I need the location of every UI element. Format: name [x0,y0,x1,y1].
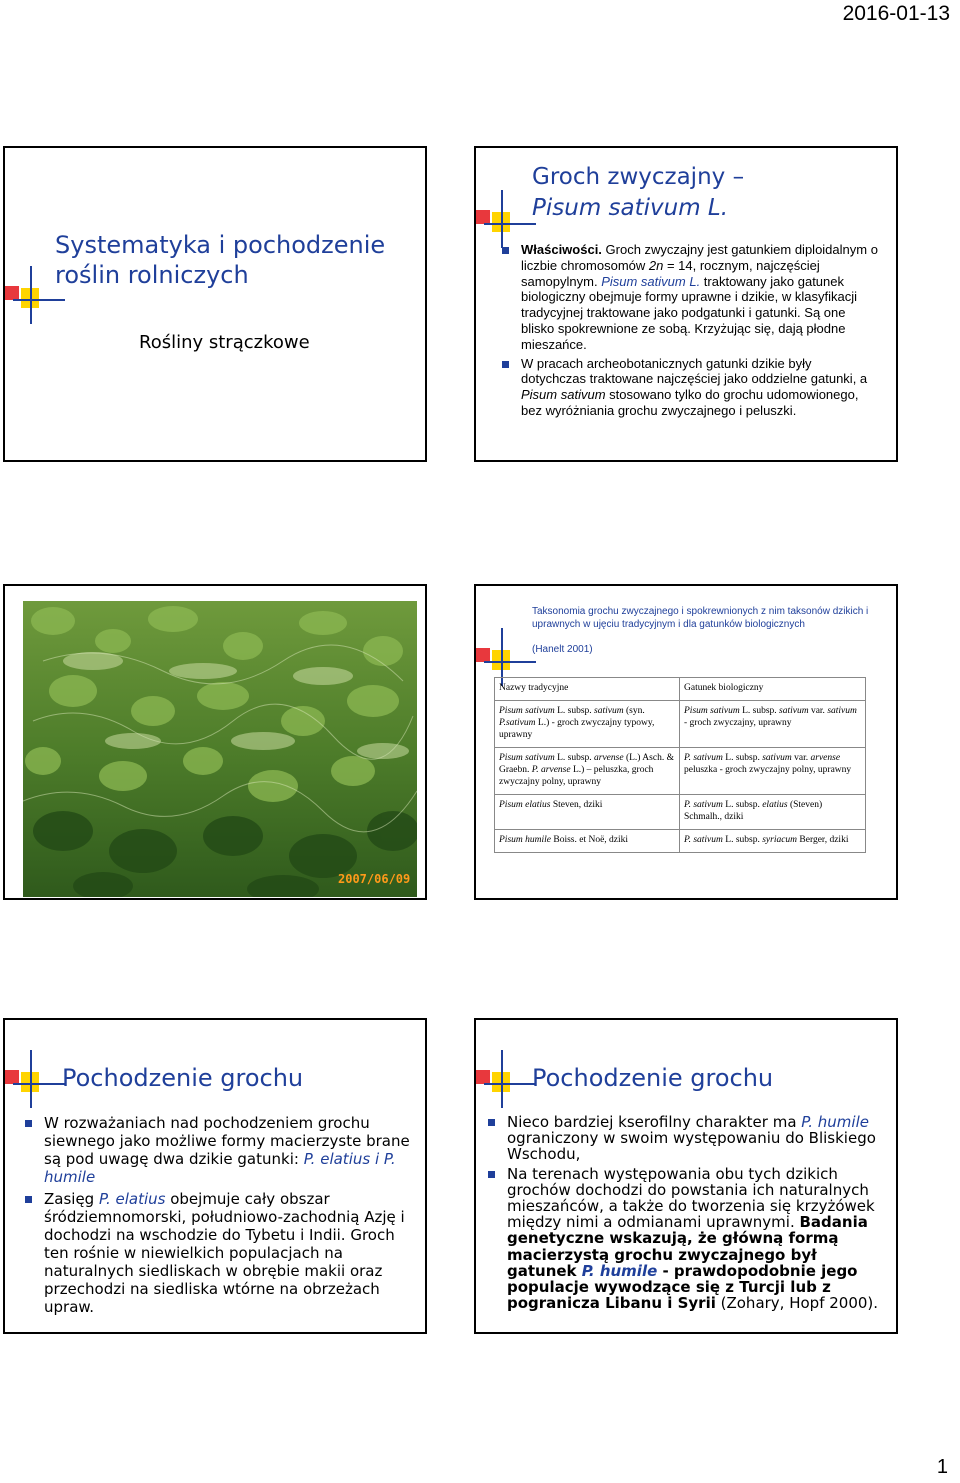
slide-2-title [532,162,744,224]
table-cell: Pisum humile Boiss. et Noë, dziki [495,830,680,853]
slide-logo-icon [476,184,536,248]
photo-date-stamp: 2007/06/09 [338,872,411,886]
table-cell: P. sativum L. subsp. syriacum Berger, dziki [680,830,866,853]
table-cell: P. sativum L. subsp. elatius (Steven) Schmalh., dziki [680,795,866,830]
slide-3 [3,584,427,900]
page-number: 1 [936,1456,948,1478]
slide-2-body [502,242,880,419]
bullet-square-icon [488,1171,495,1178]
bullet-square-icon [25,1120,32,1127]
bullet-properties: Właściwości. Groch zwyczajny jest gatunkiem diploidalnym o liczbie chromosomów 2n = 14, rocznym, najczęściej samopylnym. Pisum sativum L. traktowany jako gatunek biologiczny obejmuje formy uprawne i dzikie, w klasyfikacji tradycyjnej traktowane jako podgatunki i gatunki. Są one blisko spokrewnione ze sobą. Krzyżując się, dają płodne mieszańce. [502,242,880,353]
table-row [495,701,866,748]
pea-field-photo [23,601,417,897]
slide-logo-icon [5,1044,65,1108]
taxonomy-table [494,677,866,853]
bullet-candidates: W rozważaniach nad pochodzeniem grochu siewnego jako możliwe formy macierzyste brane są pod uwagę dwa dzikie gatunki: P. elatius i P. humile [25,1114,421,1186]
slide-6 [474,1018,898,1334]
table-cell: Pisum sativum L. subsp. sativum (syn. P.sativum L.) - groch zwyczajny typowy, uprawny [495,701,680,748]
slide-2 [474,146,898,462]
slide-5 [3,1018,427,1334]
table-row [495,795,866,830]
table-cell: Pisum sativum L. subsp. sativum var. sativum - groch zwyczajny, uprawny [680,701,866,748]
table-row [495,830,866,853]
slide-1 [3,146,427,462]
table-cell: Pisum sativum L. subsp. arvense (L.) Asch. & Graebn. P. arvense L.) – peluszka, groch zwyczajny polny, uprawny [495,748,680,795]
table-row [495,748,866,795]
table-header-row [495,678,866,701]
title-line-1: Groch zwyczajny – [532,164,745,190]
table-cell: Pisum elatius Steven, dziki [495,795,680,830]
slide-5-title: Pochodzenie grochu [62,1064,304,1092]
slide-1-subtitle: Rośliny strączkowe [139,332,310,353]
slide-5-body [25,1114,421,1316]
table-cell: P. sativum L. subsp. sativum var. arvense peluszka - groch zwyczajny polny, uprawny [680,748,866,795]
table-header-cell: Nazwy tradycyjne [495,678,680,701]
bullet-humile: Nieco bardziej kserofilny charakter ma P. humile ograniczony w swoim występowaniu do Bliskiego Wschodu, [488,1114,890,1163]
print-date: 2016-01-13 [842,2,950,25]
bullet-square-icon [502,247,509,254]
bullet-range: Zasięg P. elatius obejmuje cały obszar śródziemnomorski, południowo-zachodnią Azję i dochodzi na wschodzie do Tybetu i Indii. Groch ten rośnie w niewielkich populacjach na naturalnych siedliskach w obrębie makii oraz przechodzi na siedliska wtórne na obrzeżach upraw. [25,1190,421,1316]
bullet-square-icon [488,1119,495,1126]
slide-1-title [55,230,385,290]
slide-6-body [488,1114,890,1311]
title-line-2: roślin rolniczych [55,261,249,289]
bullet-archeobotany: W pracach archeobotanicznych gatunki dzikie były dotychczas traktowane najczęściej jako oddzielne gatunki, a Pisum sativum stosowano tylko do grochu udomowionego, bez wyróżniania grochu zwyczajnego i peluszki. [502,356,880,419]
slide-4 [474,584,898,900]
table-header-cell: Gatunek biologiczny [680,678,866,701]
slide-logo-icon [476,1044,536,1108]
title-line-2: Pisum sativum L. [532,195,729,221]
bullet-square-icon [502,361,509,368]
bullet-square-icon [25,1196,32,1203]
slide-6-title: Pochodzenie grochu [532,1064,774,1092]
table-caption: Taksonomia grochu zwyczajnego i spokrewnionych z nim taksonów dzikich i uprawnych w ujęciu tradycyjnym i dla gatunków biologicznych [532,606,869,630]
title-line-1: Systematyka i pochodzenie [55,231,386,259]
bullet-hybrids: Na terenach występowania obu tych dzikich grochów dochodzi do powstania ich naturalnych mieszańców, a także do tworzenia się krzyżówek między nimi a odmianami uprawnymi. Badania genetyczne wskazują, że główną formą macierzystą grochu zwyczajnego był gatunek P. humile - prawdopodobnie jego populacje wywodzące się z Turcji lub z pogranicza Libanu i Syrii (Zohary, Hopf 2000). [488,1166,890,1312]
table-source: (Hanelt 2001) [532,644,593,655]
